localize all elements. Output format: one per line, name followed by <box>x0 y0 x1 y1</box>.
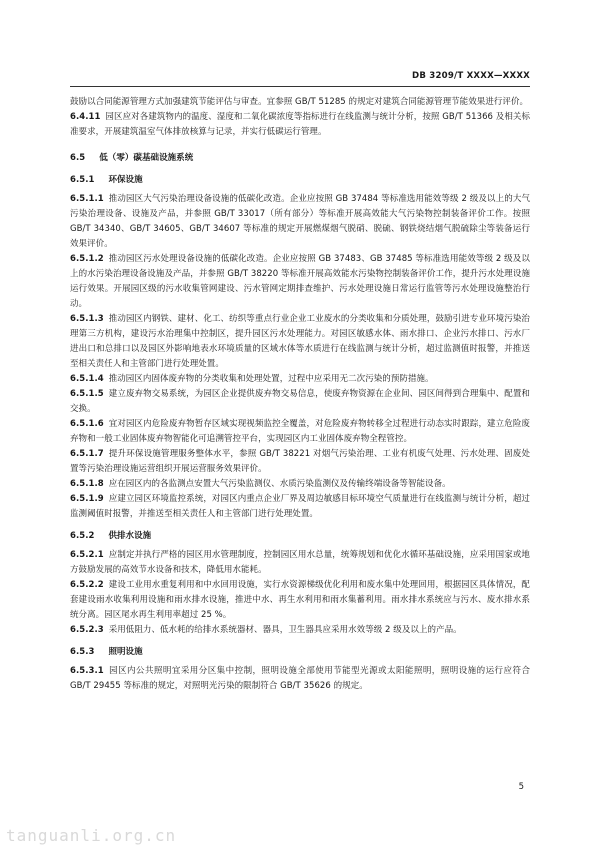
clause-paragraph <box>70 477 530 492</box>
clause-text: 推动园区内钢铁、建材、化工、纺织等重点行业企业工业废水的分类收集和分质处理，鼓励引进专业环境污染治理第三方机构，建设污水治理集中控制区，提升园区污水处理能力。对园区敏感水体、雨水排口、企业污水排口、污水厂进出口和总排口以及园区外影响地表水环境质量的区域水体等水质进行在线监测与统计分析，超过监测值时报警，并推送至相关责任人和主管部门进行处理处置。 <box>70 314 530 369</box>
clause-number: 6.5.1.5 <box>70 389 104 399</box>
header-divider <box>70 86 530 87</box>
clause-number: 6.5.1 <box>70 175 95 185</box>
clause-text: 提升环保设施管理服务整体水平，参照 GB/T 38221 对烟气污染治理、工业有机废气处理、污水处理、固废处置等污染治理设施运营组织开展运营服务效果评价。 <box>70 449 530 474</box>
clause-number: 6.5.1.9 <box>70 494 104 504</box>
clause-paragraph <box>70 192 530 252</box>
clause-paragraph <box>70 664 530 694</box>
clause-text: 应制定并执行严格的园区用水管理制度，控制园区用水总量，统筹规划和优化水循环基础设施，应采用国家或地方鼓励发展的高效节水设备和技术，降低用水能耗。 <box>70 550 530 575</box>
clause-text: 采用低阻力、低水耗的给排水系统器材、器具，卫生器具应采用水效等级 2 级及以上的产品。 <box>108 625 462 635</box>
clause-text: 应建立园区环境监控系统，对园区内重点企业厂界及周边敏感目标环境空气质量进行在线监测与统计分析，超过监测阈值时报警，并推送至相关责任人和主管部门进行处理处置。 <box>70 494 530 519</box>
clause-paragraph <box>70 623 530 638</box>
clause-number: 6.5 <box>70 153 86 163</box>
clause-text: 推动园区污水处理设备设施的低碳化改造。企业应按照 GB 37483、GB 37485 等标准选用能效等级 2 级及以上的水污染治理设备设施及产品，并参照 GB/T 38220 等标准开展高效能水污染物控制装备评价工作，提升污水处理设施运行效果。开展园区级的污水收集管网建设、污水管网定期排查维护、污水处理设施日常运行监管等污水处理设施整治行动。 <box>70 254 530 309</box>
watermark: tanguanli.org.cn <box>6 826 177 845</box>
clause-number: 6.5.1.1 <box>70 194 104 204</box>
clause-number: 6.5.1.4 <box>70 374 104 384</box>
clause-text: 建立废弃物交易系统，为园区企业提供废弃物交易信息，使废弃物资源在企业间、园区间得到合理集中、配置和交换。 <box>70 389 530 414</box>
clause-number: 6.5.1.7 <box>70 449 104 459</box>
clause-number: 6.5.1.6 <box>70 419 104 429</box>
document-code: DB 3209/T XXXX—XXXX <box>412 71 530 81</box>
section-heading <box>70 173 530 188</box>
clause-number: 6.5.2.3 <box>70 625 104 635</box>
clause-text: 低（零）碳基础设施系统 <box>99 153 194 163</box>
section-heading <box>70 529 530 544</box>
clause-number: 6.5.1.8 <box>70 479 104 489</box>
clause-paragraph <box>70 387 530 417</box>
clause-paragraph <box>70 492 530 522</box>
clause-paragraph <box>70 548 530 578</box>
clause-number: 6.5.1.3 <box>70 314 104 324</box>
clause-text: 宜对园区内危险废弃物暂存区域实现视频监控全覆盖，对危险废弃物转移全过程进行动态实时跟踪，建立危险废弃物和一般工业固体废弃物智能化可追溯管控平台，实现园区内工业固体废弃物全程管控。 <box>70 419 530 444</box>
clause-text: 推动园区大气污染治理设备设施的低碳化改造。企业应按照 GB 37484 等标准选用能效等级 2 级及以上的大气污染治理设备、设施及产品，并参照 GB/T 33017（所有部分）等标准开展高效能大气污染物控制装备评价工作。按照 GB/T 34340、GB/T 34605、GB/T 34607 等标准的规定开展燃煤烟气脱硝、脱硫、钢铁烧结烟气脱硫除尘等装备运行效果评价。 <box>70 194 530 249</box>
clause-paragraph <box>70 312 530 372</box>
clause-text: 推动园区内固体废弃物的分类收集和处理处置，过程中应采用无二次污染的预防措施。 <box>108 374 434 384</box>
clause-paragraph <box>70 372 530 387</box>
clause-number: 6.5.2.1 <box>70 550 104 560</box>
clause-paragraph <box>70 110 530 140</box>
page-number: 5 <box>518 782 524 792</box>
clause-number: 6.5.2.2 <box>70 580 104 590</box>
clause-text: 园区内公共照明宜采用分区集中控制，照明设施全部使用节能型光源或太阳能照明，照明设施的运行应符合 GB/T 29455 等标准的规定，对照明光污染的限制符合 GB/T 35626 的规定。 <box>70 666 530 691</box>
clause-number: 6.5.3.1 <box>70 666 104 676</box>
clause-paragraph <box>70 252 530 312</box>
clause-number: 6.5.2 <box>70 531 95 541</box>
clause-paragraph <box>70 95 530 110</box>
document-body <box>70 95 530 694</box>
section-heading <box>70 645 530 660</box>
clause-paragraph <box>70 447 530 477</box>
clause-text: 供排水设施 <box>108 531 152 541</box>
clause-number: 6.5.1.2 <box>70 254 104 264</box>
clause-text: 应在园区内的各监测点安置大气污染监测仪、水质污染监测仪及传输终端设备等智能设备。 <box>108 479 451 489</box>
clause-text: 鼓励以合同能源管理方式加强建筑节能评估与审查。宜参照 GB/T 51285 的规定对建筑合同能源管理节能效果进行评价。 <box>70 97 529 107</box>
clause-number: 6.4.11 <box>70 112 101 122</box>
clause-text: 园区应对各建筑物内的温度、湿度和二氧化碳浓度等指标进行在线监测与统计分析，按照 GB/T 51366 及相关标准要求，开展建筑温室气体排放核算与记录，并实行低碳运行管理。 <box>70 112 530 137</box>
clause-paragraph <box>70 578 530 623</box>
clause-paragraph <box>70 417 530 447</box>
clause-text: 照明设施 <box>108 647 143 657</box>
clause-text: 环保设施 <box>108 175 143 185</box>
section-heading <box>70 151 530 166</box>
clause-text: 建设工业用水重复利用和中水回用设施，实行水资源梯级优化利用和废水集中处理回用，根据园区具体情况，配套建设雨水收集利用设施和雨水排水设施，推进中水、再生水利用和雨水集蓄利用。雨水排水系统应与污水、废水排水系统分离。园区尾水再生利用率超过 25 %。 <box>70 580 530 620</box>
clause-number: 6.5.3 <box>70 647 95 657</box>
